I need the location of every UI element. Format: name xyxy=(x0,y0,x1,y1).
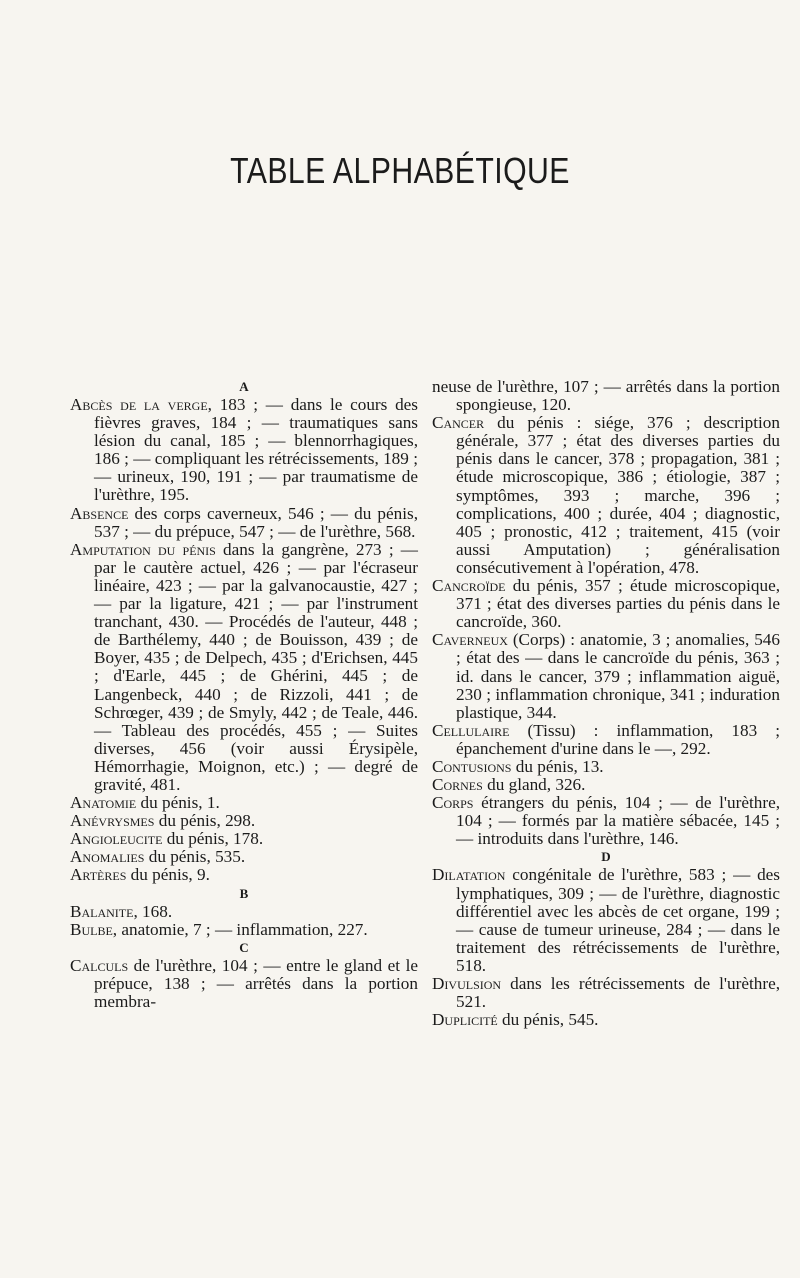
index-entry-text: du pénis, 1. xyxy=(136,793,220,813)
index-entry-keyword: Duplicité xyxy=(432,1010,498,1030)
index-column-left xyxy=(70,378,418,1011)
index-entry-text: neuse de l'urèthre, 107 ; — arrêtés dans la portion spongieuse, 120. xyxy=(432,377,780,415)
index-entry-keyword: Bulbe xyxy=(70,919,113,939)
index-entry xyxy=(70,830,418,848)
index-entry-keyword: Balanite xyxy=(70,901,134,921)
index-entry-keyword: Amputation du pénis xyxy=(70,539,216,559)
index-entry-keyword: Anomalies xyxy=(70,847,145,867)
index-entry xyxy=(432,866,780,975)
index-entry-text: de l'urèthre, 104 ; — entre le gland et le prépuce, 138 ; — arrêtés dans la portion membra- xyxy=(94,955,418,1011)
index-entry-keyword: Contusions xyxy=(432,756,512,776)
index-entry-text: du pénis, 13. xyxy=(511,756,604,776)
index-entry xyxy=(432,975,780,1011)
index-entry-keyword: Abcès de la verge xyxy=(70,395,208,414)
index-entry-text: (Tissu) : inflammation, 183 ; épanchement d'urine dans le —, 292. xyxy=(456,720,780,758)
index-entry-keyword: Anévrysmes xyxy=(70,811,155,831)
index-column-right xyxy=(432,378,780,1029)
section-letter: C xyxy=(239,939,249,955)
index-entry-text: du pénis, 298. xyxy=(154,811,256,831)
index-entry xyxy=(70,541,418,794)
page-title: TABLE ALPHABÉTIQUE xyxy=(230,150,570,191)
index-entry-text: du pénis, 535. xyxy=(144,847,246,867)
index-entry xyxy=(70,866,418,884)
index-entry xyxy=(432,631,780,721)
index-entry-text: dans les rétrécissements de l'urèthre, 521. xyxy=(456,974,780,1012)
index-entry-keyword: Cornes xyxy=(432,775,483,795)
index-entry-keyword: Cellulaire xyxy=(432,720,510,740)
index-entry-keyword: Cancroïde xyxy=(432,576,506,596)
index-entry-keyword: Calculs xyxy=(70,955,129,975)
index-entry-text: , 183 ; — dans le cours des fièvres graves, 184 ; — traumatiques sans lésion du canal, 185 ; — blennorrhagiques, 186 ; — compliquant les rétrécissements, 189 ; — urineux, 190, 191 ; — par traumatisme de l'urèthre, 195. xyxy=(94,395,418,505)
index-entry-keyword: Dilatation xyxy=(432,865,506,885)
index-entry-keyword: Cancer xyxy=(432,413,485,433)
index-entry xyxy=(70,848,418,866)
index-entry xyxy=(70,921,418,939)
index-entry-text: du pénis, 9. xyxy=(126,865,210,885)
index-entry-text: du pénis, 357 ; étude microscopique, 371 ; état des diverses parties du pénis dans le cancroïde, 360. xyxy=(456,576,780,632)
index-entry-keyword: Artères xyxy=(70,865,127,885)
section-letter: D xyxy=(601,849,611,865)
index-entry-text: (Corps) : anatomie, 3 ; anomalies, 546 ; état des — dans le cancroïde du pénis, 363 ; id. dans le cancer, 379 ; inflammation aiguë, 230 ; inflammation chronique, 341 ; induration plastique, 344. xyxy=(456,630,780,722)
index-entry xyxy=(70,903,418,921)
index-entry xyxy=(432,378,780,414)
index-entry xyxy=(70,396,418,505)
index-entry xyxy=(432,758,780,776)
index-entry-text: dans la gangrène, 273 ; — par le cautère actuel, 426 ; — par l'écraseur linéaire, 423 ; — par la galvanocaustie, 427 ; — par la ligature, 421 ; — par l'instrument tranchant, 430. — Procédés de l'auteur, 448 ; de Barthélemy, 440 ; de Bouisson, 439 ; de Boyer, 435 ; de Delpech, 435 ; d'Erichsen, 445 ; d'Earle, 445 ; de Ghérini, 445 ; de Langenbeck, 440 ; de Rizzoli, 441 ; de Schrœger, 439 ; de Smyly, 442 ; de Teale, 446. — Tableau des procédés, 455 ; — Suites diverses, 456 (voir aussi Érysipèle, Hémorrhagie, Moignon, etc.) ; — degré de gravité, 481. xyxy=(94,539,418,794)
index-entry xyxy=(70,812,418,830)
index-entry xyxy=(432,414,780,577)
index-entry xyxy=(432,794,780,848)
index-entry xyxy=(432,577,780,631)
index-entry-text: du gland, 326. xyxy=(482,775,586,795)
index-entry-text: congénitale de l'urèthre, 583 ; — des lymphatiques, 309 ; — de l'urèthre, diagnostic différentiel avec les abcès de cet organe, 199 ; — cause de tumeur urineuse, 284 ; — dans le traitement des rétrécissements de l'urèthre, 518. xyxy=(456,865,780,975)
index-entry-text: des corps caverneux, 546 ; — du pénis, 537 ; — du prépuce, 547 ; — de l'urèthre, 568. xyxy=(94,503,418,541)
index-entry xyxy=(432,722,780,758)
index-entry-keyword: Anatomie xyxy=(70,793,137,813)
index-entry-text: , 168. xyxy=(133,901,173,921)
index-entry-text: du pénis : siége, 376 ; description générale, 377 ; état des diverses parties du pénis dans le cancer, 378 ; propagation, 381 ; étude microscopique, 386 ; étiologie, 387 ; symptômes, 393 ; marche, 396 ; complications, 400 ; durée, 404 ; diagnostic, 405 ; pronostic, 412 ; traitement, 415 (voir aussi Amputation) ; généralisation consécutivement à l'opération, 478. xyxy=(456,413,780,577)
index-entry xyxy=(432,1011,780,1029)
section-letter: A xyxy=(239,379,249,394)
index-entry xyxy=(70,957,418,1011)
index-entry-text: du pénis, 545. xyxy=(497,1010,599,1030)
index-entry-text: du pénis, 178. xyxy=(162,829,264,849)
index-entry xyxy=(432,776,780,794)
index-entry-keyword: Caverneux xyxy=(432,630,508,650)
index-entry-keyword: Divulsion xyxy=(432,974,502,993)
section-letter: B xyxy=(239,885,249,901)
index-entry-text: , anatomie, 7 ; — inflammation, 227. xyxy=(112,919,368,939)
index-entry xyxy=(70,794,418,812)
index-entry-text: étrangers du pénis, 104 ; — de l'urèthre, 104 ; — formés par la matière sébacée, 145 ; — introduits dans l'urèthre, 146. xyxy=(456,793,780,849)
index-entry-keyword: Angioleucite xyxy=(70,829,163,849)
index-entry xyxy=(70,505,418,541)
index-entry-keyword: Corps xyxy=(432,793,474,813)
index-entry-keyword: Absence xyxy=(70,503,129,523)
